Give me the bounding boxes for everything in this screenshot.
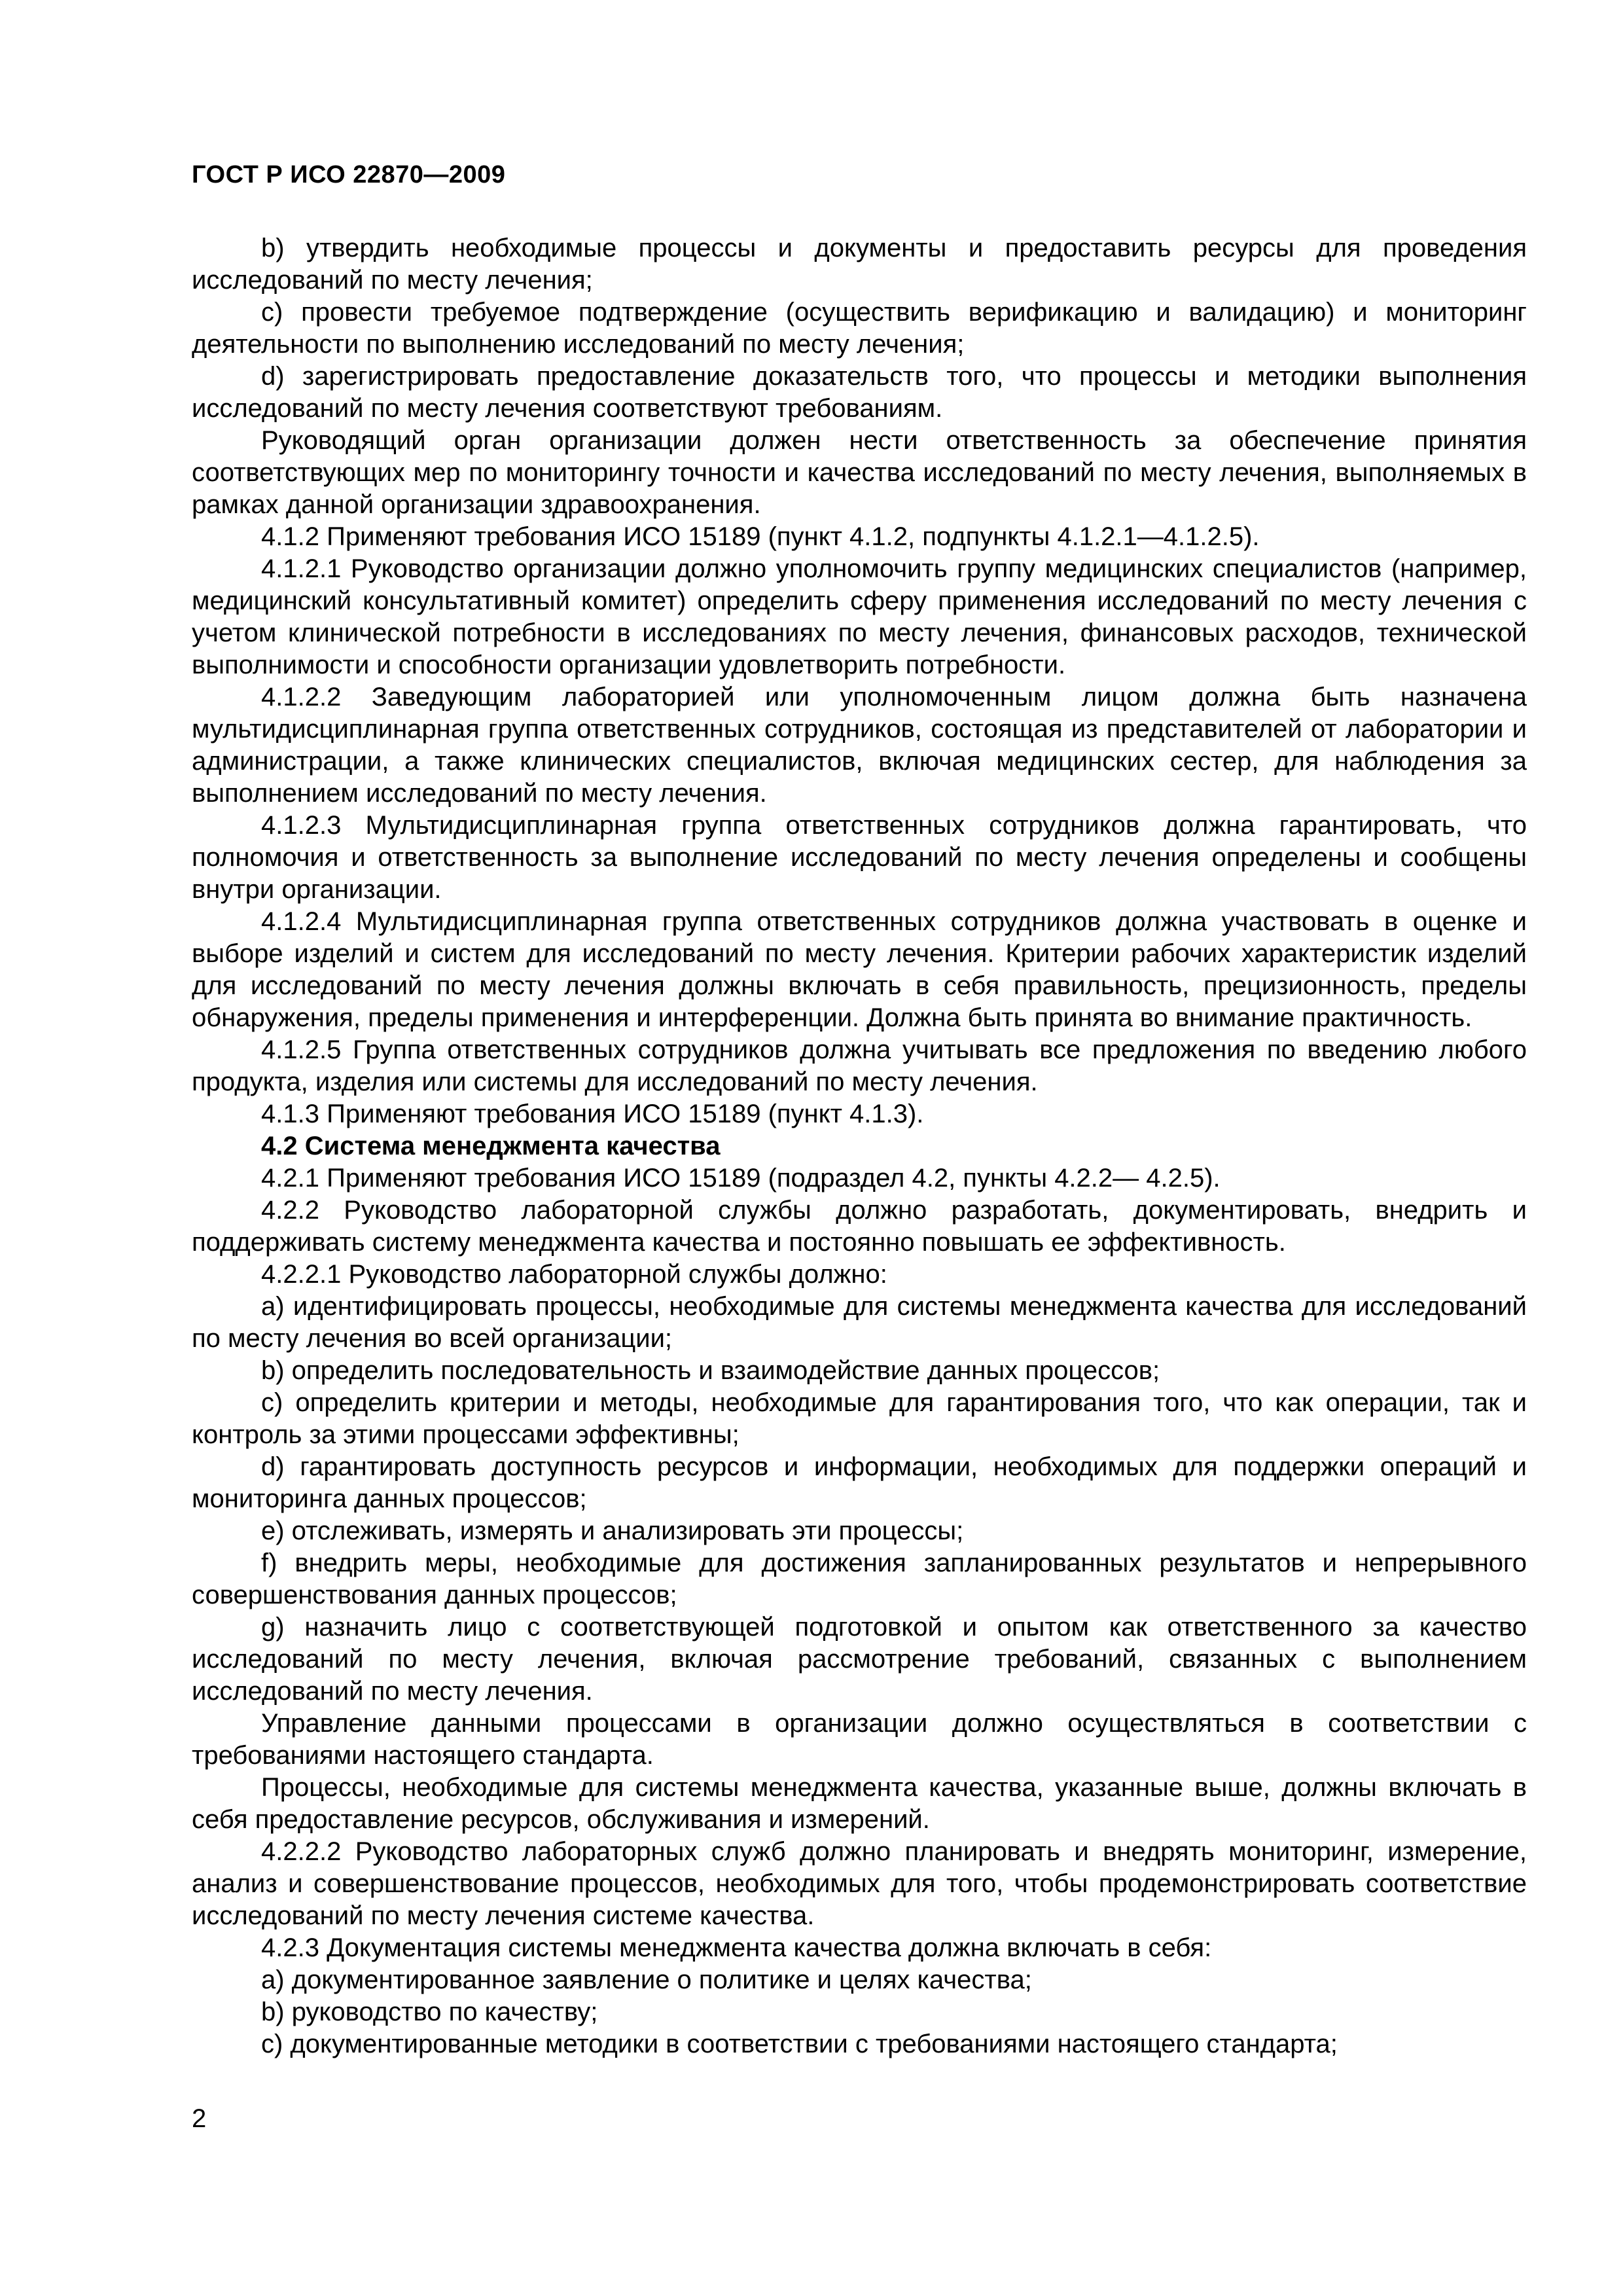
paragraph-4-2-3: 4.2.3 Документация системы менеджмента качества должна включать в себя: bbox=[261, 1933, 1212, 1962]
list-item-b-manual: b) руководство по качеству; bbox=[261, 1998, 598, 2026]
list-item-b-sequence: b) определить последовательность и взаимодействие данных процессов; bbox=[261, 1356, 1160, 1385]
document-header: ГОСТ Р ИСО 22870—2009 bbox=[192, 161, 506, 188]
paragraph-4-1-2: 4.1.2 Применяют требования ИСО 15189 (пункт 4.1.2, подпункты 4.1.2.1—4.1.2.5). bbox=[261, 522, 1260, 551]
paragraph-4-1-2-2: 4.1.2.2 Заведующим лабораторией или уполномоченным лицом должна быть назначена мультидисциплинарная группа ответственных сотрудников, состоящая из представителей от лаборатории и администрации, а также клинических специалистов, включая медицинских сестер, для наблюдения за выполнением исследований по месту лечения. bbox=[192, 683, 1527, 808]
paragraph-d-evidence: d) зарегистрировать предоставление доказательств того, что процессы и методики выполнения исследований по месту лечения соответствуют требованиям. bbox=[192, 362, 1527, 423]
paragraph-process-management: Управление данными процессами в организации должно осуществляться в соответствии с требованиями настоящего стандарта. bbox=[192, 1709, 1527, 1770]
paragraph-4-2-2-1: 4.2.2.1 Руководство лабораторной службы должно: bbox=[261, 1260, 887, 1289]
list-item-a-policy: a) документированное заявление о политике и целях качества; bbox=[261, 1965, 1032, 1994]
paragraph-b-approve-processes: b) утвердить необходимые процессы и документы и предоставить ресурсы для проведения исследований по месту лечения; bbox=[192, 234, 1527, 295]
paragraph-4-1-2-4: 4.1.2.4 Мультидисциплинарная группа ответственных сотрудников должна участвовать в оценке и выборе изделий и систем для исследований по месту лечения. Критерии рабочих характеристик изделий для исследований по месту лечения должны включать в себя правильность, прецизионность, пределы обнаружения, пределы применения и интерференции. Должна быть принята во внимание практичность. bbox=[192, 907, 1527, 1032]
paragraph-4-2-2: 4.2.2 Руководство лабораторной службы должно разработать, документировать, внедрить и поддерживать систему менеджмента качества и постоянно повышать ее эффективность. bbox=[192, 1196, 1527, 1257]
list-item-f-actions: f) внедрить меры, необходимые для достижения запланированных результатов и непрерывного совершенствования данных процессов; bbox=[192, 1549, 1527, 1609]
paragraph-4-2-1: 4.2.1 Применяют требования ИСО 15189 (подраздел 4.2, пункты 4.2.2— 4.2.5). bbox=[261, 1164, 1221, 1193]
list-item-c-procedures: c) документированные методики в соответствии с требованиями настоящего стандарта; bbox=[261, 2030, 1338, 2058]
paragraph-4-1-2-5: 4.1.2.5 Группа ответственных сотрудников должна учитывать все предложения по введению любого продукта, изделия или системы для исследований по месту лечения. bbox=[192, 1035, 1527, 1096]
list-item-d-resources: d) гарантировать доступность ресурсов и информации, необходимых для поддержки операций и мониторинга данных процессов; bbox=[192, 1452, 1527, 1513]
list-item-g-appoint: g) назначить лицо с соответствующей подготовкой и опытом как ответственного за качество исследований по месту лечения, включая рассмотрение требований, связанных с выполнением исследований по месту лечения. bbox=[192, 1613, 1527, 1706]
section-heading-4-2: 4.2 Система менеджмента качества bbox=[261, 1132, 721, 1160]
paragraph-4-1-2-1: 4.1.2.1 Руководство организации должно уполномочить группу медицинских специалистов (например, медицинский консультативный комитет) определить сферу применения исследований по месту лечения с учетом клинической потребности в исследованиях по месту лечения, финансовых расходов, технической выполнимости и способности организации удовлетворить потребности. bbox=[192, 554, 1527, 679]
paragraph-governing-body: Руководящий орган организации должен нести ответственность за обеспечение принятия соответствующих мер по мониторингу точности и качества исследований по месту лечения, выполняемых в рамках данной организации здравоохранения. bbox=[192, 426, 1527, 519]
paragraph-4-1-3: 4.1.3 Применяют требования ИСО 15189 (пункт 4.1.3). bbox=[261, 1100, 924, 1128]
paragraph-4-1-2-3: 4.1.2.3 Мультидисциплинарная группа ответственных сотрудников должна гарантировать, что полномочия и ответственность за выполнение исследований по месту лечения определены и сообщены внутри организации. bbox=[192, 811, 1527, 904]
list-item-c-criteria: c) определить критерии и методы, необходимые для гарантирования того, что как операции, так и контроль за этими процессами эффективны; bbox=[192, 1388, 1527, 1449]
list-item-e-monitor: e) отслеживать, измерять и анализировать эти процессы; bbox=[261, 1516, 964, 1545]
paragraph-c-verification: c) провести требуемое подтверждение (осуществить верификацию и валидацию) и мониторинг деятельности по выполнению исследований по месту лечения; bbox=[192, 298, 1527, 359]
page-number: 2 bbox=[192, 2104, 207, 2133]
list-item-a-identify: a) идентифицировать процессы, необходимые для системы менеджмента качества для исследований по месту лечения во всей организации; bbox=[192, 1292, 1527, 1353]
paragraph-processes-include: Процессы, необходимые для системы менеджмента качества, указанные выше, должны включать в себя предоставление ресурсов, обслуживания и измерений. bbox=[192, 1773, 1527, 1834]
document-body bbox=[192, 232, 1527, 2060]
paragraph-4-2-2-2: 4.2.2.2 Руководство лабораторных служб должно планировать и внедрять мониторинг, измерение, анализ и совершенствование процессов, необходимых для того, чтобы продемонстрировать соответствие исследований по месту лечения системе качества. bbox=[192, 1837, 1527, 1930]
